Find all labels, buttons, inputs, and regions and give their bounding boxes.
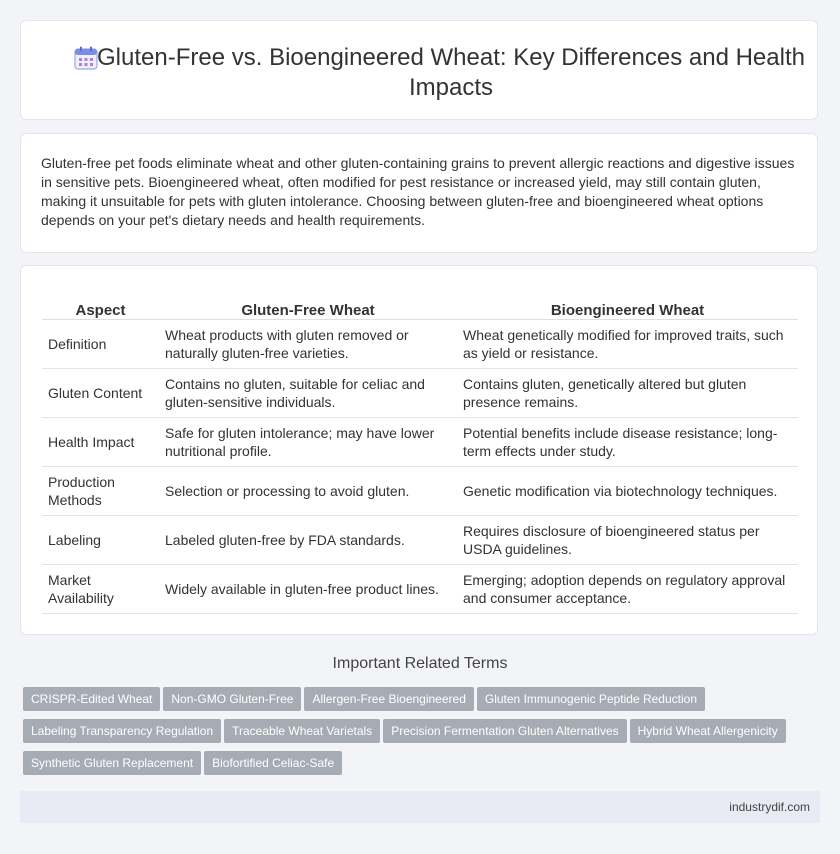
gluten-free-cell: Safe for gluten intolerance; may have lower nutritional profile. [159,418,457,467]
comparison-table [42,295,798,614]
table-row [42,467,798,516]
aspect-cell: Definition [42,320,159,369]
bioengineered-cell: Contains gluten, genetically altered but gluten presence remains. [457,369,798,418]
aspect-cell: Health Impact [42,418,159,467]
table-row [42,418,798,467]
gluten-free-cell: Wheat products with gluten removed or naturally gluten-free varieties. [159,320,457,369]
table-header-row [42,295,798,320]
gluten-free-cell: Widely available in gluten-free product lines. [159,565,457,614]
footer-site[interactable]: industrydif.com [729,800,810,814]
gluten-free-cell: Labeled gluten-free by FDA standards. [159,516,457,565]
bioengineered-cell: Genetic modification via biotechnology techniques. [457,467,798,516]
bioengineered-cell: Wheat genetically modified for improved traits, such as yield or resistance. [457,320,798,369]
term-tag[interactable]: Non-GMO Gluten-Free [163,687,301,711]
comparison-card [20,265,818,635]
term-tag[interactable]: Traceable Wheat Varietals [224,719,380,743]
related-terms-list [23,687,823,783]
term-tag[interactable]: Allergen-Free Bioengineered [304,687,473,711]
table-row [42,565,798,614]
intro-card [20,133,818,253]
aspect-cell: Market Availability [42,565,159,614]
aspect-cell: Gluten Content [42,369,159,418]
related-terms-title: Important Related Terms [332,655,508,672]
term-tag[interactable]: Biofortified Celiac-Safe [204,751,342,775]
term-tag[interactable]: Precision Fermentation Gluten Alternatives [383,719,626,743]
table-row [42,320,798,369]
term-tag[interactable]: CRISPR-Edited Wheat [23,687,160,711]
term-tag[interactable]: Hybrid Wheat Allergenicity [630,719,786,743]
bioengineered-cell: Potential benefits include disease resistance; long-term effects under study. [457,418,798,467]
column-header-gluten-free: Gluten-Free Wheat [159,295,457,320]
footer [20,791,820,823]
header-card [20,20,818,120]
page-title: Gluten-Free vs. Bioengineered Wheat: Key Differences and Health Impacts [97,44,805,101]
aspect-cell: Production Methods [42,467,159,516]
gluten-free-cell: Selection or processing to avoid gluten. [159,467,457,516]
bioengineered-cell: Requires disclosure of bioengineered status per USDA guidelines. [457,516,798,565]
column-header-aspect: Aspect [42,295,159,320]
intro-text: Gluten-free pet foods eliminate wheat and other gluten-containing grains to prevent allergic reactions and digestive issues in sensitive pets. Bioengineered wheat, often modified for pest resistance or increased yield, may still contain gluten, making it unsuitable for pets with gluten intolerance. Choosing between gluten-free and bioengineered wheat options depends on your pet's dietary needs and health requirements. [41,155,795,228]
column-header-bioengineered: Bioengineered Wheat [457,295,798,320]
term-tag[interactable]: Gluten Immunogenic Peptide Reduction [477,687,705,711]
bioengineered-cell: Emerging; adoption depends on regulatory approval and consumer acceptance. [457,565,798,614]
table-row [42,516,798,565]
term-tag[interactable]: Synthetic Gluten Replacement [23,751,201,775]
aspect-cell: Labeling [42,516,159,565]
term-tag[interactable]: Labeling Transparency Regulation [23,719,221,743]
gluten-free-cell: Contains no gluten, suitable for celiac and gluten-sensitive individuals. [159,369,457,418]
table-row [42,369,798,418]
